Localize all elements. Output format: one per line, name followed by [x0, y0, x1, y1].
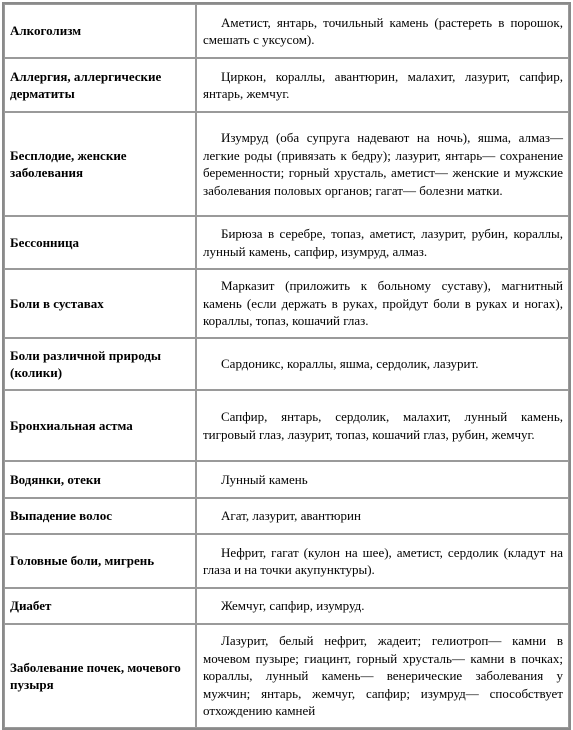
condition-label: Водянки, отеки — [10, 471, 101, 487]
table-row — [4, 624, 569, 728]
condition-cell — [4, 58, 196, 112]
stones-text: Циркон, кораллы, авантюрин, малахит, лазурит, сапфир, янтарь, жемчуг. — [203, 68, 563, 101]
condition-label: Боли различной природы (колики) — [10, 347, 162, 380]
condition-cell — [4, 216, 196, 269]
table-row — [4, 216, 569, 269]
condition-cell — [4, 624, 196, 728]
table-row — [4, 269, 569, 338]
condition-cell — [4, 498, 196, 534]
condition-cell — [4, 338, 196, 390]
stones-cell — [196, 461, 569, 498]
condition-label: Боли в суставах — [10, 295, 104, 311]
condition-label: Бронхиальная астма — [10, 417, 133, 433]
stones-table — [2, 2, 571, 730]
stones-text: Изумруд (оба супруга надевают на ночь), яшма, алмаз— легкие роды (привязать к бедру); лазурит, янтарь— сохранение беременности; горный хрусталь, аметист— женские и мужские заболевания половых органов; гагат— болезни матки. — [203, 130, 563, 198]
stones-cell — [196, 216, 569, 269]
table-row — [4, 58, 569, 112]
stones-text: Жемчуг, сапфир, изумруд. — [221, 598, 365, 614]
stones-cell — [196, 390, 569, 461]
stones-cell — [196, 338, 569, 390]
condition-cell — [4, 534, 196, 588]
condition-label: Бесплодие, женские заболевания — [10, 147, 127, 180]
stones-cell — [196, 4, 569, 58]
condition-label: Бессонница — [10, 234, 80, 250]
stones-cell — [196, 269, 569, 338]
condition-cell — [4, 269, 196, 338]
stones-cell — [196, 624, 569, 728]
stones-table-body — [4, 4, 569, 728]
condition-cell — [4, 112, 196, 216]
table-row — [4, 588, 569, 624]
condition-cell — [4, 390, 196, 461]
table-row — [4, 498, 569, 534]
stones-cell — [196, 498, 569, 534]
stones-text: Лунный камень — [221, 471, 308, 487]
stones-text: Бирюза в серебре, топаз, аметист, лазурит, рубин, кораллы, лунный камень, сапфир, изумруд, алмаз. — [203, 226, 563, 259]
table-row — [4, 112, 569, 216]
stones-text: Лазурит, белый нефрит, жадеит; гелиотроп— камни в мочевом пузыре; гиацинт, горный хрусталь— камни в почках; кораллы, лунный камень— венерические заболевания у мужчин; янтарь, жемчуг, сапфир; изумруд— способствует отхождению камней — [203, 633, 563, 719]
condition-cell — [4, 588, 196, 624]
condition-cell — [4, 4, 196, 58]
stones-cell — [196, 58, 569, 112]
stones-text: Аметист, янтарь, точильный камень (растереть в порошок, смешать с уксусом). — [203, 14, 563, 47]
stones-text: Марказит (приложить к больному суставу), магнитный камень (если держать в руках, пройдут боли в руках и ногах), кораллы, топаз, кошачий глаз. — [203, 278, 563, 329]
stones-text: Сапфир, янтарь, сердолик, малахит, лунный камень, тигровый глаз, лазурит, топаз, кошачий глаз, рубин, жемчуг. — [203, 409, 563, 442]
table-row — [4, 390, 569, 461]
condition-label: Алкоголизм — [10, 23, 82, 39]
condition-label: Диабет — [10, 598, 52, 614]
condition-label: Головные боли, мигрень — [10, 553, 155, 569]
stones-cell — [196, 534, 569, 588]
table-row — [4, 461, 569, 498]
condition-label: Заболевание почек, мочевого пузыря — [10, 659, 181, 692]
stones-cell — [196, 112, 569, 216]
table-row — [4, 338, 569, 390]
table-row — [4, 4, 569, 58]
table-row — [4, 534, 569, 588]
stones-text: Нефрит, гагат (кулон на шее), аметист, сердолик (кладут на глаза и на точки акупунктуры). — [203, 544, 563, 577]
stones-text: Сардоникс, кораллы, яшма, сердолик, лазурит. — [221, 356, 479, 372]
condition-cell — [4, 461, 196, 498]
condition-label: Выпадение волос — [10, 508, 112, 524]
condition-label: Аллергия, аллергические дерматиты — [10, 68, 162, 101]
stones-cell — [196, 588, 569, 624]
stones-text: Агат, лазурит, авантюрин — [221, 508, 361, 524]
